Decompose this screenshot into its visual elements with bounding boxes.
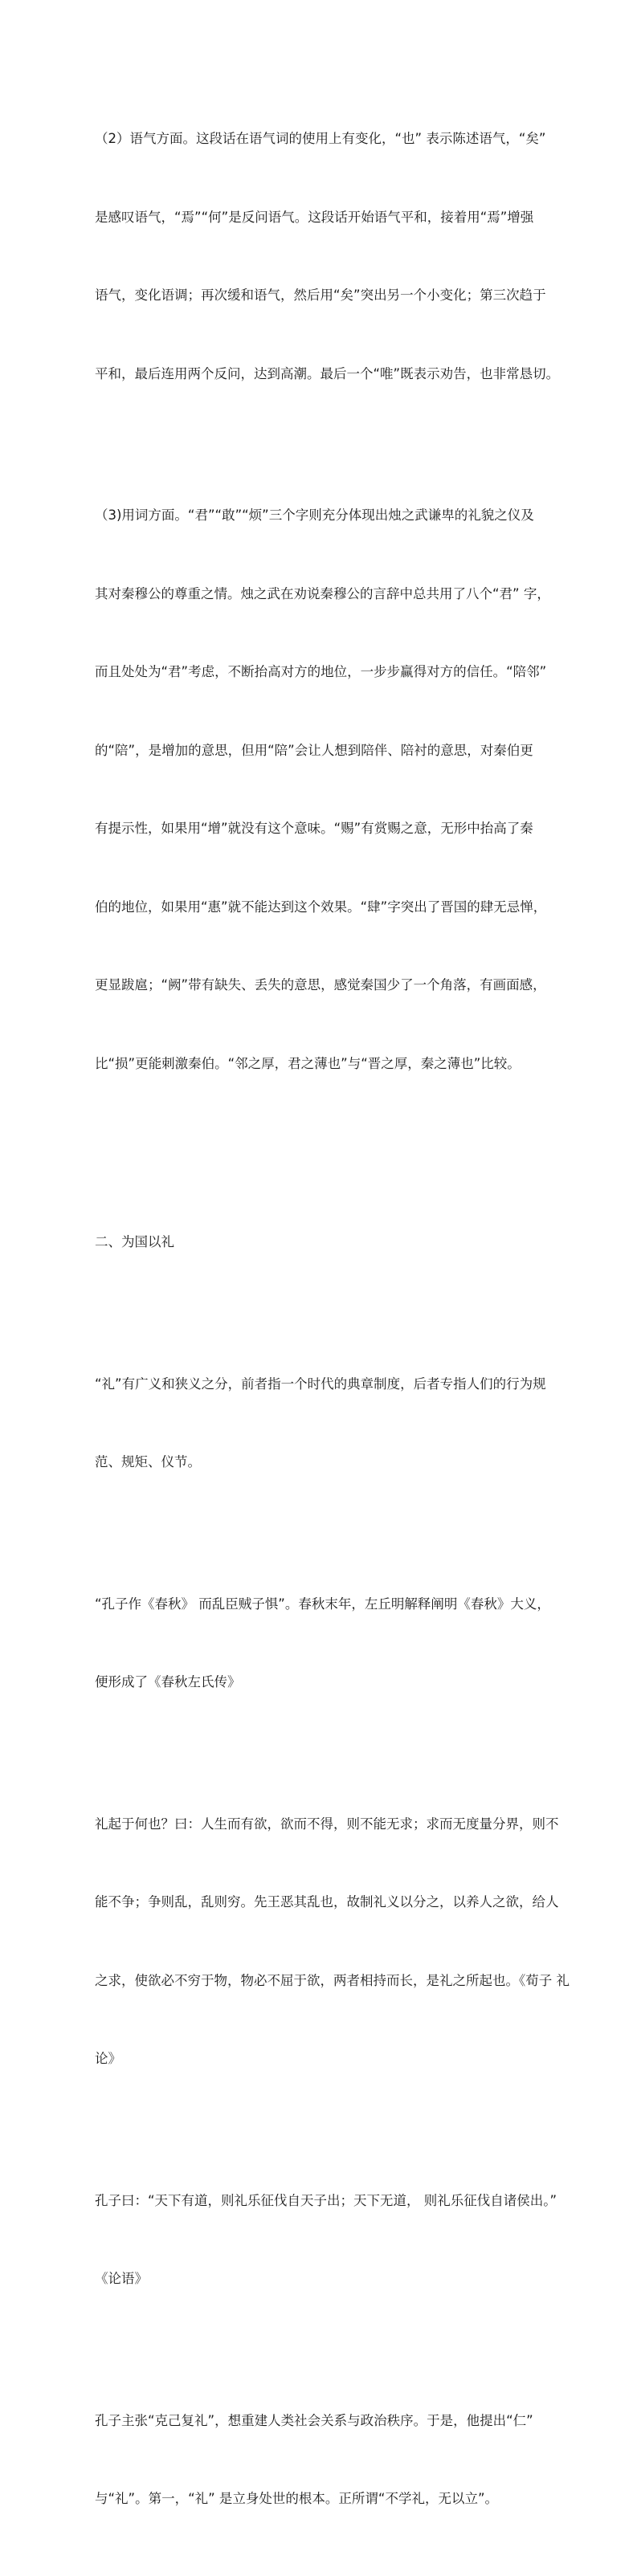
text-line: 范、规矩、仪节。 xyxy=(95,1454,201,1469)
text-line: 有提示性，如果用“增”就没有这个意味。“赐”有赏赐之意，无形中抬高了秦 xyxy=(95,821,533,836)
text-line: 便形成了《春秋左氏传》 xyxy=(95,1674,241,1689)
paragraph-wording xyxy=(95,450,550,1129)
text-line: 孔子曰：“天下有道，则礼乐征伐自天子出；天下无道， 则礼乐征伐自诸侯出。” xyxy=(95,2192,557,2208)
paragraph-tone xyxy=(95,74,560,439)
text-line: 更显跋扈；“阙”带有缺失、丢失的意思，感觉秦国少了一个角落，有画面感， xyxy=(95,977,546,992)
paragraph-li-definition xyxy=(95,1319,545,1528)
text-line: 比“损”更能刺激秦伯。“邻之厚，君之薄也”与“晋之厚，秦之薄也”比较。 xyxy=(95,1055,521,1071)
text-line: 与“礼”。第一，“礼” 是立身处世的根本。正所谓“不学礼，无以立”。 xyxy=(95,2491,499,2506)
paragraph-keji xyxy=(95,2356,545,2565)
text-line: 平和，最后连用两个反问，达到高潮。最后一个“唯”既表示劝告，也非常恳切。 xyxy=(95,365,560,381)
text-line: 之求，使欲必不穷于物，物必不屈于欲，两者相持而长，是礼之所起也。《荀子 礼 xyxy=(95,1972,570,1988)
text-line: 的“陪”，是增加的意思，但用“陪”会让人想到陪伴、陪衬的意思，对秦伯更 xyxy=(95,742,533,758)
text-line: 而且处处为“君”考虑，不断抬高对方的地位，一步步赢得对方的信任。“陪邻” xyxy=(95,664,547,679)
text-line: 伯的地位，如果用“惠”就不能达到这个效果。“肆”字突出了晋国的肆无忌惮， xyxy=(95,899,547,915)
paragraph-lunyu xyxy=(95,2136,557,2345)
text-line: 其对秦穆公的尊重之情。烛之武在劝说秦穆公的言辞中总共用了八个“君” 字， xyxy=(95,585,550,601)
text-line: （3)用词方面。“君”“敢”“烦”三个字则充分体现出烛之武谦卑的礼貌之仪及 xyxy=(95,507,534,523)
text-line: 《论语》 xyxy=(95,2271,148,2286)
text-line: 孔子主张“克己复礼”，想重建人类社会关系与政治秩序。于是，他提出“仁” xyxy=(95,2412,533,2428)
text-line: 能不争；争则乱，乱则穷。先王恶其乱也，故制礼义以分之，以养人之欲，给人 xyxy=(95,1894,559,1910)
text-line: “孔子作《春秋》 而乱臣贼子惧”。春秋末年，左丘明解释阐明《春秋》大义， xyxy=(95,1596,550,1612)
text-line: （2）语气方面。这段话在语气词的使用上有变化，“也” 表示陈述语气，“矣” xyxy=(95,131,546,146)
section-heading-text: 二、为国以礼 xyxy=(95,1234,174,1249)
paragraph-chunqiu xyxy=(95,1539,550,1748)
text-line: 语气，变化语调；再次缓和语气，然后用“矣”突出另一个小变化；第三次趋于 xyxy=(95,287,546,303)
text-line: 论》 xyxy=(95,2051,121,2066)
text-line: “礼”有广义和狭义之分，前者指一个时代的典章制度，后者专指人们的行为规 xyxy=(95,1376,546,1392)
section-heading xyxy=(95,1177,545,1308)
text-line: 是感叹语气，“焉”“何”是反问语气。这段话开始语气平和，接着用“焉”增强 xyxy=(95,209,534,225)
document-body xyxy=(95,74,570,2576)
text-line: 礼起于何也？曰：人生而有欲，欲而不得，则不能无求；求而无度量分界，则不 xyxy=(95,1816,559,1832)
paragraph-xunzi xyxy=(95,1759,570,2125)
